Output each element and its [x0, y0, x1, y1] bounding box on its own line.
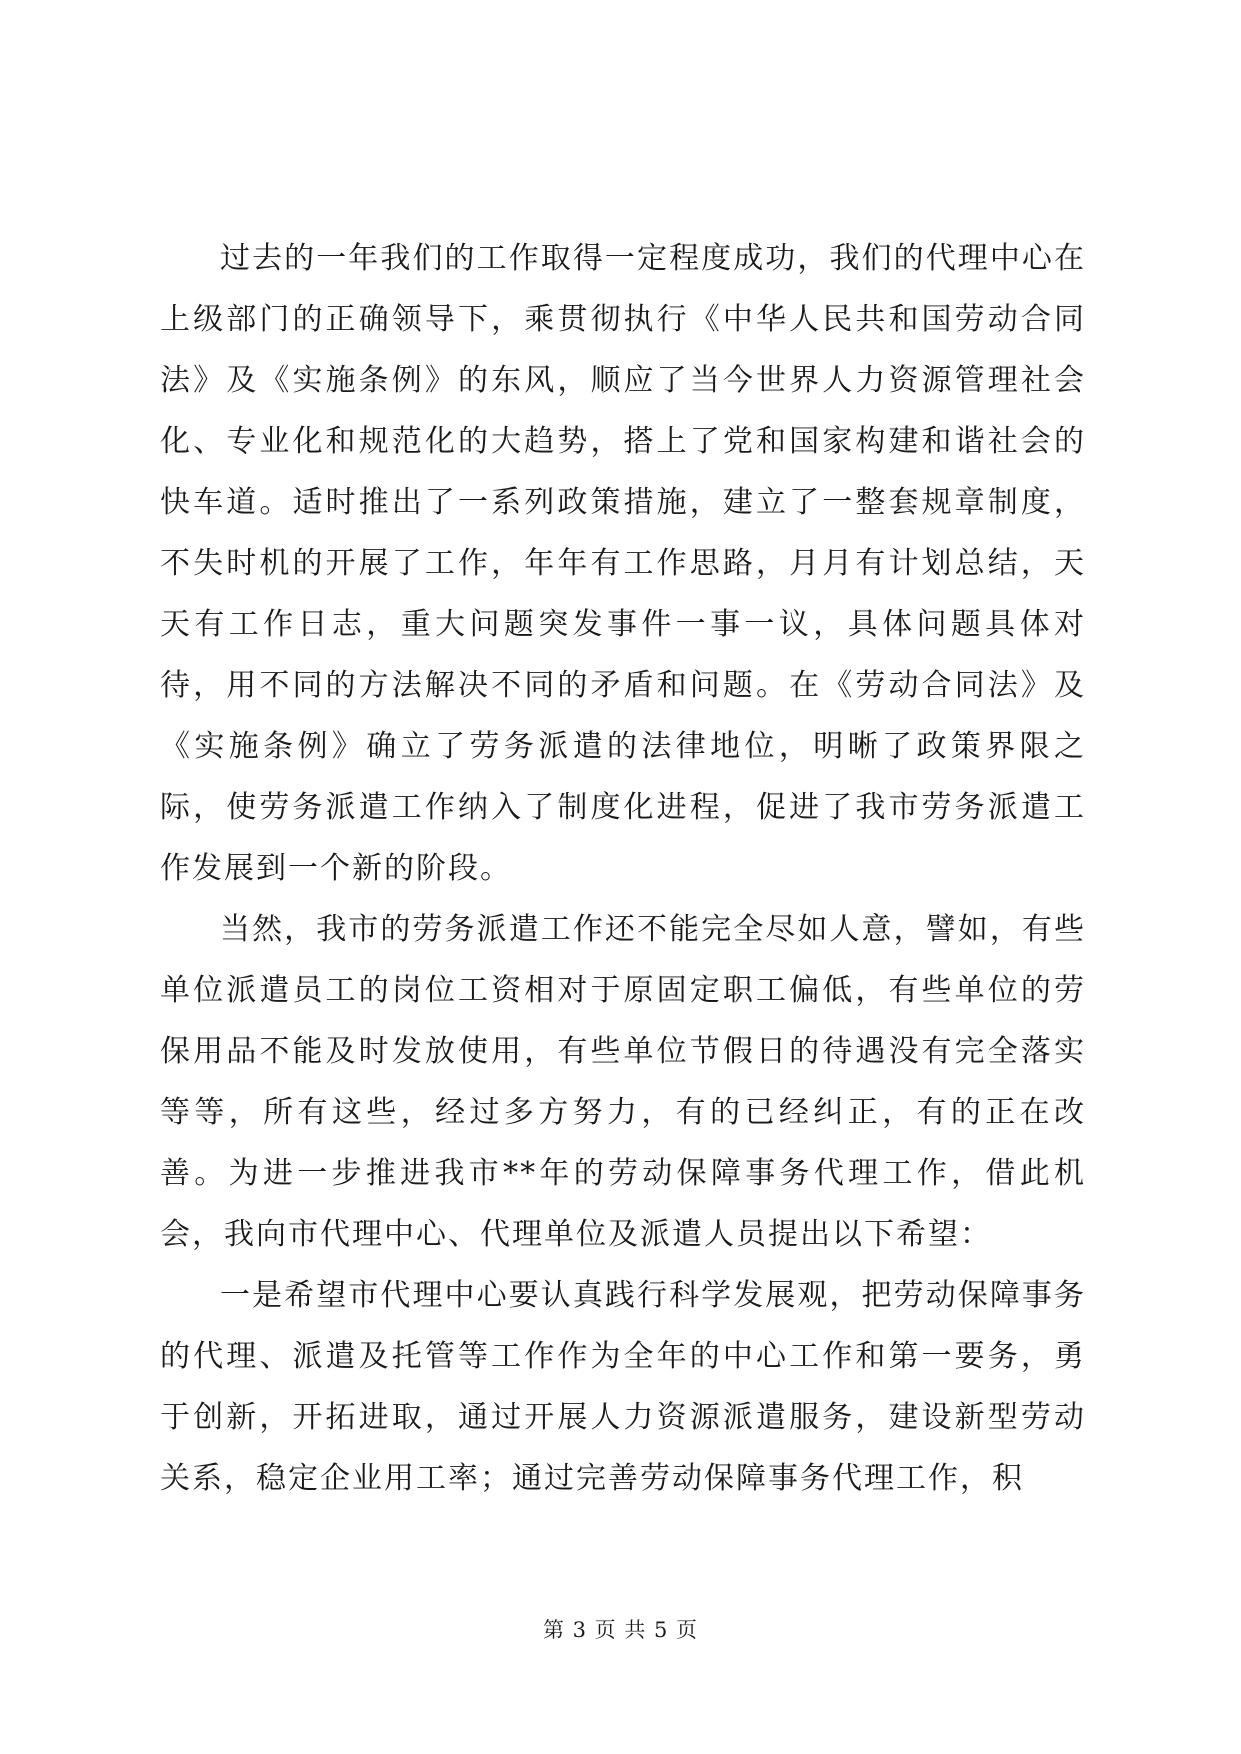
page-number-footer: 第 3 页 共 5 页: [542, 1618, 699, 1642]
document-body: [160, 228, 1086, 1509]
paragraph-3: 一是希望市代理中心要认真践行科学发展观，把劳动保障事务的代理、派遣及托管等工作作为全年的中心工作和第一要务，勇于创新，开拓进取，通过开展人力资源派遣服务，建设新型劳动关系，稳定企业用工率；通过完善劳动保障事务代理工作，积: [160, 1278, 1086, 1496]
paragraph-1: 过去的一年我们的工作取得一定程度成功，我们的代理中心在上级部门的正确领导下，乘贯彻执行《中华人民共和国劳动合同法》及《实施条例》的东风，顺应了当今世界人力资源管理社会化、专业化和规范化的大趋势，搭上了党和国家构建和谐社会的快车道。适时推出了一系列政策措施，建立了一整套规章制度，不失时机的开展了工作，年年有工作思路，月月有计划总结，天天有工作日志，重大问题突发事件一事一议，具体问题具体对待，用不同的方法解决不同的矛盾和问题。在《劳动合同法》及《实施条例》确立了劳务派遣的法律地位，明晰了政策界限之际，使劳务派遣工作纳入了制度化进程，促进了我市劳务派遣工作发展到一个新的阶段。: [160, 241, 1086, 886]
paragraph-2: 当然，我市的劳务派遣工作还不能完全尽如人意，譬如，有些单位派遣员工的岗位工资相对于原固定职工偏低，有些单位的劳保用品不能及时发放使用，有些单位节假日的待遇没有完全落实等等，所有这些，经过多方努力，有的已经纠正，有的正在改善。为进一步推进我市**年的劳动保障事务代理工作，借此机会，我向市代理中心、代理单位及派遣人员提出以下希望：: [160, 912, 1086, 1252]
